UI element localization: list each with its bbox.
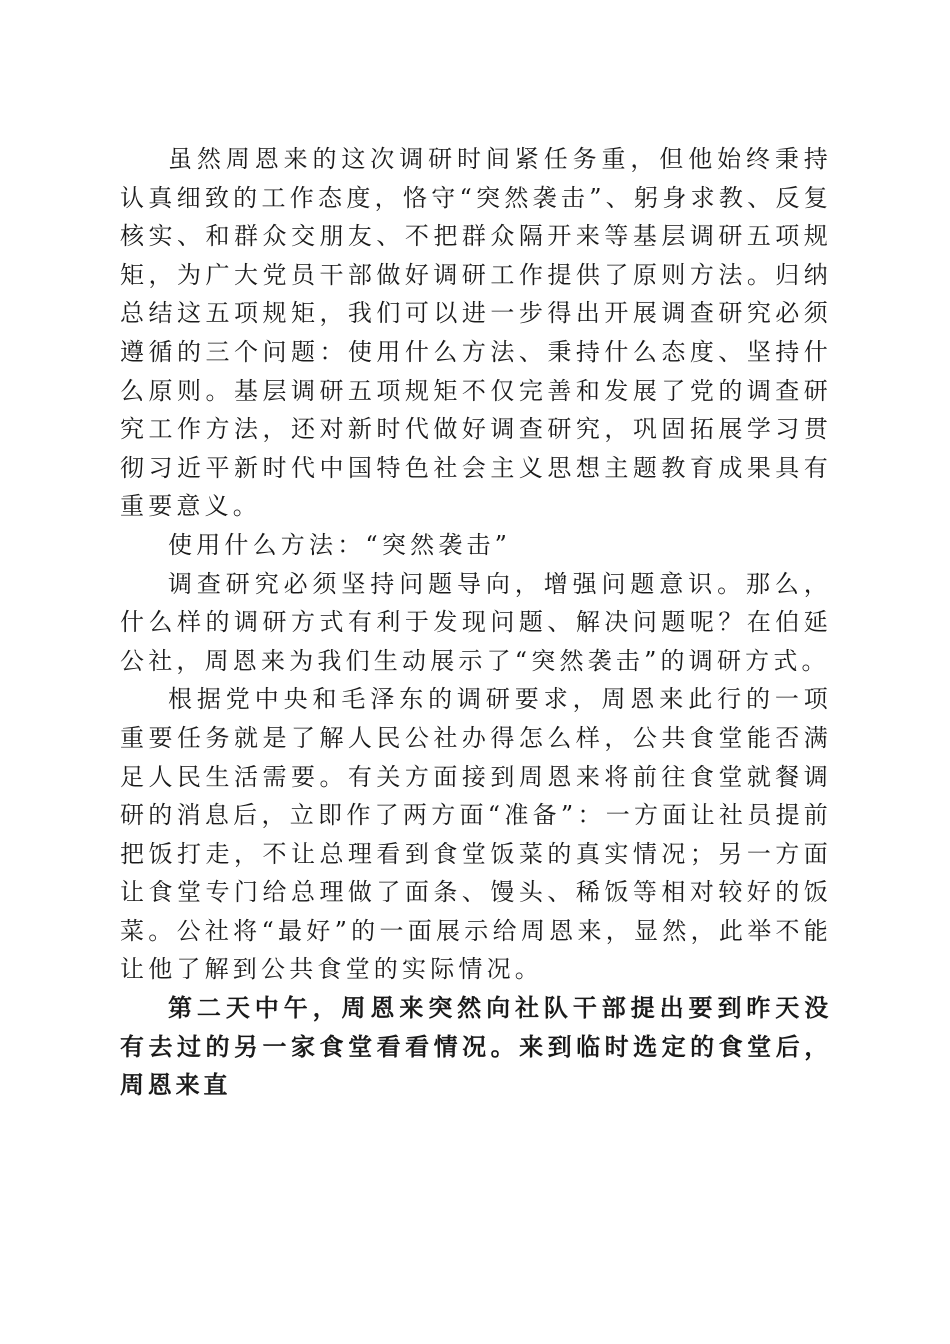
- document-page: [120, 140, 832, 1105]
- paragraph-intro: 虽然周恩来的这次调研时间紧任务重，但他始终秉持认真细致的工作态度，恪守“突然袭击”、躬身求教、反复核实、和群众交朋友、不把群众隔开来等基层调研五项规矩，为广大党员干部做好调研工作提供了原则方法。归纳总结这五项规矩，我们可以进一步得出开展调查研究必须遵循的三个问题：使用什么方法、秉持什么态度、坚持什么原则。基层调研五项规矩不仅完善和发展了党的调查研究工作方法，还对新时代做好调查研究，巩固拓展学习贯彻习近平新时代中国特色社会主义思想主题教育成果具有重要意义。: [120, 145, 832, 521]
- paragraph-next-day: 第二天中午，周恩来突然向社队干部提出要到昨天没有去过的另一家食堂看看情况。来到临时选定的食堂后，周恩来直: [120, 993, 832, 1100]
- paragraph-canteen-preparation: 根据党中央和毛泽东的调研要求，周恩来此行的一项重要任务就是了解人民公社办得怎么样，公共食堂能否满足人民生活需要。有关方面接到周恩来将前往食堂就餐调研的消息后，立即作了两方面“准备”：一方面让社员提前把饭打走，不让总理看到食堂饭菜的真实情况；另一方面让食堂专门给总理做了面条、馒头、稀饭等相对较好的饭菜。公社将“最好”的一面展示给周恩来，显然，此举不能让他了解到公共食堂的实际情况。: [120, 685, 832, 984]
- paragraph-problem-orientation: 调查研究必须坚持问题导向，增强问题意识。那么，什么样的调研方式有利于发现问题、解决问题呢？在伯延公社，周恩来为我们生动展示了“突然袭击”的调研方式。: [120, 569, 832, 675]
- section-heading: 使用什么方法：“突然袭击”: [168, 530, 512, 559]
